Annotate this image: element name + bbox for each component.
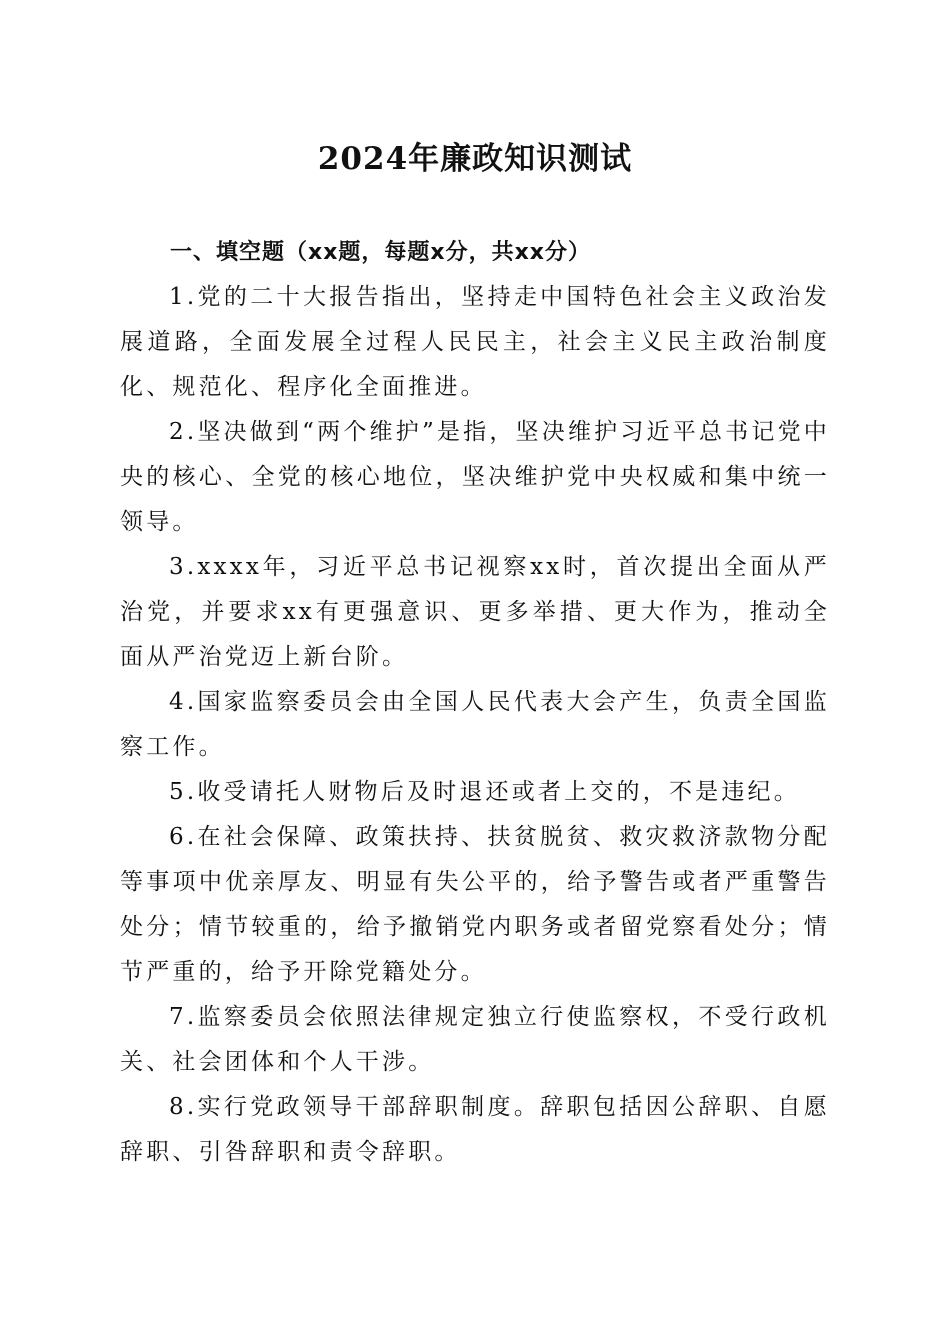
question-item-7: 7.监察委员会依照法律规定独立行使监察权，不受行政机关、社会团体和个人干涉。 — [120, 1004, 830, 1075]
question-item-5: 5.收受请托人财物后及时退还或者上交的，不是违纪。 — [169, 779, 800, 805]
question-item-1: 1.党的二十大报告指出，坚持走中国特色社会主义政治发展道路，全面发展全过程人民民主，社会主义民主政治制度化、规范化、程序化全面推进。 — [120, 284, 830, 400]
question-item-8: 8.实行党政领导干部辞职制度。辞职包括因公辞职、自愿辞职、引咎辞职和责令辞职。 — [120, 1094, 830, 1165]
question-item-4: 4.国家监察委员会由全国人民代表大会产生，负责全国监察工作。 — [120, 689, 830, 760]
question-item-6: 6.在社会保障、政策扶持、扶贫脱贫、救灾救济款物分配等事项中优亲厚友、明显有失公平的，给予警告或者严重警告处分；情节较重的，给予撤销党内职务或者留党察看处分；情节严重的，给予开除党籍处分。 — [120, 824, 830, 985]
section-heading: 一、填空题（xx题，每题x分，共xx分） — [170, 240, 591, 265]
question-item-3: 3.xxxx年，习近平总书记视察xx时，首次提出全面从严治党，并要求xx有更强意识、更多举措、更大作为，推动全面从严治党迈上新台阶。 — [120, 554, 830, 670]
question-list — [120, 275, 830, 1175]
document-title: 2024年廉政知识测试 — [317, 141, 633, 177]
question-item-2: 2.坚决做到“两个维护”是指，坚决维护习近平总书记党中央的核心、全党的核心地位，坚决维护党中央权威和集中统一领导。 — [120, 419, 830, 535]
